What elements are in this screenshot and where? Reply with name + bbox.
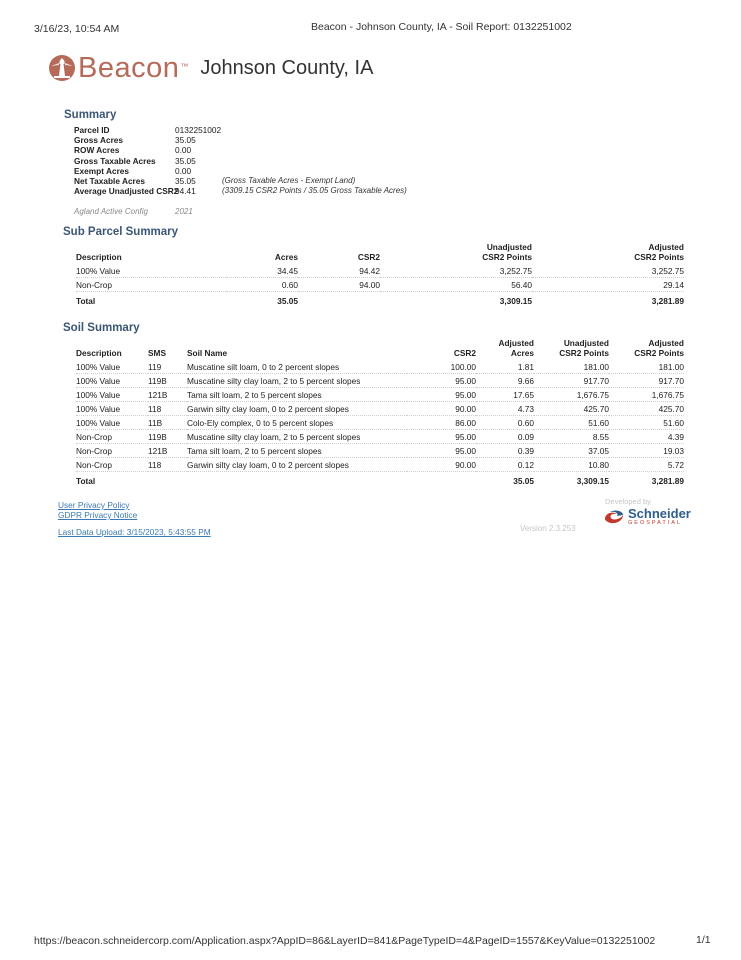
summary-label: Net Taxable Acres: [74, 175, 146, 186]
cell-unadjusted: 1,676.75: [534, 388, 609, 402]
header-adjusted-line1: Adjusted: [648, 242, 684, 252]
cell-unadjusted: 51.60: [534, 416, 609, 430]
summary-label: Gross Acres: [74, 135, 124, 146]
cell-soil-name: Garwin silty clay loam, 0 to 2 percent slopes: [187, 402, 407, 416]
summary-label: ROW Acres: [74, 145, 120, 156]
summary-note: (Gross Taxable Acres - Exempt Land): [222, 175, 356, 185]
schneider-logo[interactable]: [603, 507, 691, 526]
cell-acres: 17.65: [476, 388, 534, 402]
cell-adjusted: 1,676.75: [609, 388, 684, 402]
agland-config-value: 2021: [175, 207, 193, 216]
total-acres: 35.05: [513, 476, 534, 486]
print-page-number: 1/1: [696, 934, 711, 946]
cell-unadjusted: 181.00: [534, 360, 609, 374]
beacon-lighthouse-icon: [48, 54, 76, 82]
cell-description: 100% Value: [76, 374, 148, 388]
cell-description: Non-Crop: [76, 430, 148, 444]
header-adjusted-line2: CSR2 Points: [634, 252, 684, 262]
summary-label: Gross Taxable Acres: [74, 155, 156, 166]
cell-csr2: 94.00: [298, 278, 380, 292]
cell-csr2: 95.00: [407, 388, 476, 402]
cell-acres: 4.73: [476, 402, 534, 416]
beacon-logo[interactable]: [48, 54, 373, 82]
soil-row: [76, 402, 684, 416]
header-adjusted-csr2: [609, 338, 684, 360]
sub-parcel-row: [76, 264, 684, 278]
soil-row: [76, 444, 684, 458]
cell-csr2: 90.00: [407, 458, 476, 472]
total-label: Total: [76, 296, 96, 306]
header-adjusted-acres: [476, 338, 534, 360]
cell-description: Non-Crop: [76, 458, 148, 472]
cell-acres: 0.60: [476, 416, 534, 430]
summary-note: (3309.15 CSR2 Points / 35.05 Gross Taxable Acres): [222, 186, 407, 196]
summary-value: 94.41: [175, 186, 196, 197]
soil-row: [76, 388, 684, 402]
cell-soil-name: Muscatine silty clay loam, 2 to 5 percent slopes: [187, 430, 407, 444]
total-unadjusted: 3,309.15: [499, 296, 532, 306]
summary-title: Summary: [64, 109, 117, 121]
cell-csr2: 95.00: [407, 444, 476, 458]
cell-adjusted: 5.72: [609, 458, 684, 472]
cell-adjusted: 51.60: [609, 416, 684, 430]
developed-by-text: Developed by: [605, 497, 651, 506]
cell-unadjusted: 917.70: [534, 374, 609, 388]
soil-summary-table: [76, 338, 684, 487]
cell-unadjusted: 37.05: [534, 444, 609, 458]
cell-csr2: 95.00: [407, 430, 476, 444]
cell-csr2: 90.00: [407, 402, 476, 416]
cell-sms: 121B: [148, 444, 187, 458]
county-name: Johnson County, IA: [200, 57, 374, 79]
cell-description: 100% Value: [76, 360, 148, 374]
total-adjusted: 3,281.89: [651, 296, 684, 306]
cell-description: Non-Crop: [76, 278, 226, 292]
total-soil-name-empty: [187, 472, 407, 488]
summary-value: 35.05: [175, 135, 196, 146]
print-datetime: 3/16/23, 10:54 AM: [34, 23, 120, 35]
geospatial-wordmark: GEOSPATIAL: [628, 520, 683, 526]
header-csr2: CSR2: [453, 348, 476, 358]
cell-adjusted: 917.70: [609, 374, 684, 388]
summary-value: 0.00: [175, 145, 192, 156]
cell-sms: 118: [148, 458, 187, 472]
cell-csr2: 100.00: [407, 360, 476, 374]
cell-adjusted: 181.00: [609, 360, 684, 374]
print-title: Beacon - Johnson County, IA - Soil Report: 0132251002: [311, 21, 572, 33]
summary-label: Parcel ID: [74, 125, 110, 135]
summary-value: 35.05: [175, 175, 196, 186]
cell-sms: 11B: [148, 416, 187, 430]
cell-adjusted: 3,252.75: [532, 264, 684, 278]
header-unadjusted-line1: Unadjusted: [486, 242, 532, 252]
total-csr2-empty: [298, 292, 380, 308]
user-privacy-policy-link[interactable]: User Privacy Policy: [58, 500, 130, 510]
cell-csr2: 94.42: [298, 264, 380, 278]
cell-description: 100% Value: [76, 388, 148, 402]
header-description: Description: [76, 252, 122, 262]
summary-value: 0132251002: [175, 125, 222, 135]
cell-unadjusted: 56.40: [380, 278, 532, 292]
total-csr2-empty: [407, 472, 476, 488]
summary-label: Exempt Acres: [74, 165, 130, 176]
header-adjusted-acres-line2: Acres: [510, 348, 534, 358]
cell-csr2: 95.00: [407, 374, 476, 388]
header-adjusted-csr2: [532, 242, 684, 264]
total-unadjusted: 3,309.15: [576, 476, 609, 486]
cell-adjusted: 19.03: [609, 444, 684, 458]
cell-acres: 0.39: [476, 444, 534, 458]
cell-soil-name: Tama silt loam, 2 to 5 percent slopes: [187, 388, 407, 402]
soil-row: [76, 360, 684, 374]
sub-parcel-row: [76, 278, 684, 292]
cell-csr2: 86.00: [407, 416, 476, 430]
cell-adjusted: 29.14: [532, 278, 684, 292]
gdpr-privacy-notice-link[interactable]: GDPR Privacy Notice: [58, 510, 138, 520]
soil-summary-title: Soil Summary: [63, 322, 140, 334]
soil-row: [76, 458, 684, 472]
soil-header-row: [76, 338, 684, 360]
schneider-wordmark: Schneider: [628, 506, 691, 521]
version-text: Version 2.3.253: [520, 524, 576, 533]
header-unadjusted-csr2: [534, 338, 609, 360]
cell-description: Non-Crop: [76, 444, 148, 458]
header-csr2: CSR2: [357, 252, 380, 262]
last-data-upload-link[interactable]: Last Data Upload: 3/15/2023, 5:43:55 PM: [58, 527, 211, 537]
cell-adjusted: 4.39: [609, 430, 684, 444]
cell-acres: 0.09: [476, 430, 534, 444]
cell-description: 100% Value: [76, 402, 148, 416]
cell-unadjusted: 3,252.75: [380, 264, 532, 278]
soil-row: [76, 374, 684, 388]
header-adjusted-acres-line1: Adjusted: [498, 338, 534, 348]
header-adjusted-line2: CSR2 Points: [634, 348, 684, 358]
cell-description: 100% Value: [76, 416, 148, 430]
header-unadjusted-csr2: [380, 242, 532, 264]
print-url: https://beacon.schneidercorp.com/Application.aspx?AppID=86&LayerID=841&PageTypeID=4&PageID=1557&KeyValue=0132251002: [34, 935, 656, 947]
sub-parcel-table: [76, 242, 684, 307]
total-adjusted: 3,281.89: [651, 476, 684, 486]
cell-soil-name: Muscatine silty clay loam, 2 to 5 percent slopes: [187, 374, 407, 388]
header-description: Description: [76, 348, 122, 358]
soil-total-row: [76, 472, 684, 488]
cell-soil-name: Tama silt loam, 2 to 5 percent slopes: [187, 444, 407, 458]
footer-links: [58, 500, 137, 520]
cell-sms: 121B: [148, 388, 187, 402]
schneider-swoosh-icon: [603, 509, 625, 525]
total-acres: 35.05: [277, 296, 298, 306]
header-soil-name: Soil Name: [187, 348, 228, 358]
total-sms-empty: [148, 472, 187, 488]
cell-description: 100% Value: [76, 264, 226, 278]
soil-row: [76, 416, 684, 430]
header-acres: Acres: [274, 252, 298, 262]
cell-soil-name: Muscatine silt loam, 0 to 2 percent slopes: [187, 360, 407, 374]
cell-acres: 9.66: [476, 374, 534, 388]
cell-sms: 118: [148, 402, 187, 416]
cell-acres: 1.81: [476, 360, 534, 374]
cell-sms: 119B: [148, 430, 187, 444]
cell-unadjusted: 8.55: [534, 430, 609, 444]
soil-row: [76, 430, 684, 444]
agland-config-label: Agland Active Config: [74, 207, 148, 216]
cell-acres: 0.60: [226, 278, 298, 292]
total-label: Total: [76, 476, 96, 486]
sub-parcel-total-row: [76, 292, 684, 308]
cell-unadjusted: 10.80: [534, 458, 609, 472]
sub-parcel-summary-title: Sub Parcel Summary: [63, 226, 179, 238]
summary-value: 0.00: [175, 165, 192, 176]
summary-value: 35.05: [175, 155, 196, 166]
cell-sms: 119: [148, 360, 187, 374]
trademark-symbol: ™: [180, 61, 189, 71]
cell-unadjusted: 425.70: [534, 402, 609, 416]
beacon-wordmark: Beacon: [78, 52, 180, 84]
cell-adjusted: 425.70: [609, 402, 684, 416]
header-unadjusted-line1: Unadjusted: [563, 338, 609, 348]
cell-soil-name: Colo-Ely complex, 0 to 5 percent slopes: [187, 416, 407, 430]
cell-soil-name: Garwin silty clay loam, 0 to 2 percent slopes: [187, 458, 407, 472]
header-adjusted-line1: Adjusted: [648, 338, 684, 348]
cell-acres: 0.12: [476, 458, 534, 472]
header-sms: SMS: [148, 348, 166, 358]
header-unadjusted-line2: CSR2 Points: [482, 252, 532, 262]
sub-parcel-header-row: [76, 242, 684, 264]
header-unadjusted-line2: CSR2 Points: [559, 348, 609, 358]
cell-sms: 119B: [148, 374, 187, 388]
cell-acres: 34.45: [226, 264, 298, 278]
summary-label: Average Unadjusted CSR2: [74, 186, 179, 197]
